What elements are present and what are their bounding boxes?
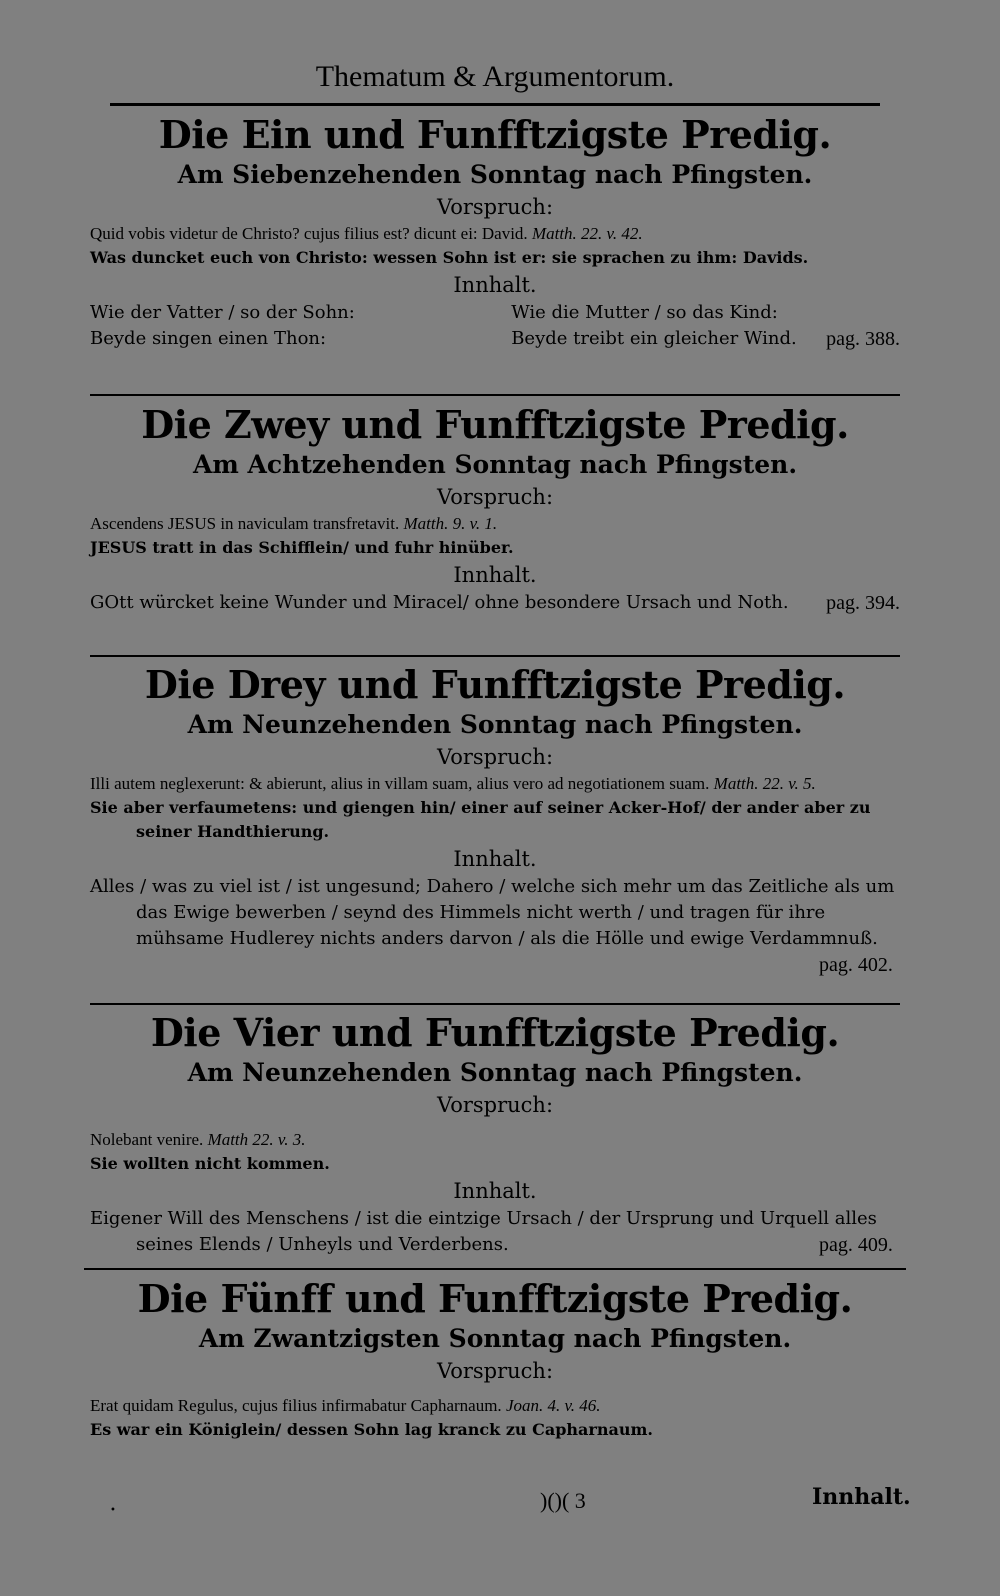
inhalt-label: Innhalt. (453, 563, 537, 587)
german-verse: Sie aber verfaumetens: und giengen hin/ einer auf seiner Acker-Hof/ der ander aber zu seiner Handthierung. (90, 798, 871, 841)
running-title: Thematum & Argumentorum. (315, 60, 675, 93)
section-rule (90, 655, 900, 657)
latin-text: Nolebant venire. (90, 1130, 204, 1149)
sermon-title: Die Vier und Funfftzigste Predig. (150, 1010, 840, 1055)
sermon-52 (90, 402, 900, 616)
latin-reference: Matth. 22. v. 42. (531, 224, 643, 243)
catchword: Innhalt. (812, 1484, 911, 1510)
page-reference: pag. 388. (826, 328, 900, 350)
latin-reference: Matth 22. v. 3. (207, 1130, 306, 1149)
inhalt-line: Wie der Vatter / so der Sohn: (90, 302, 355, 323)
inhalt-col-left (90, 300, 479, 352)
latin-verse (90, 1128, 900, 1152)
vorspruch-label: Vorspruch: (436, 745, 554, 769)
sermon-title: Die Zwey und Funfftzigste Predig. (141, 402, 849, 447)
vorspruch-label: Vorspruch: (436, 195, 554, 219)
latin-reference: Joan. 4. v. 46. (505, 1396, 601, 1415)
inhalt-line: Wie die Mutter / so das Kind: (511, 302, 778, 323)
section-rule (90, 1003, 900, 1005)
german-verse: Sie wollten nicht kommen. (90, 1154, 330, 1173)
sermon-title: Die Fünff und Funfftzigste Predig. (137, 1276, 853, 1321)
header-rule (110, 103, 880, 106)
sermon-51 (90, 112, 900, 352)
latin-verse (90, 1394, 900, 1418)
inhalt-label: Innhalt. (453, 847, 537, 871)
sermon-subtitle: Am Achtzehenden Sonntag nach Pfingsten. (192, 450, 798, 479)
german-verse: JESUS tratt in das Schifflein/ und fuhr hinüber. (90, 538, 514, 557)
inhalt-line: Beyde treibt ein gleicher Wind. (511, 328, 797, 349)
sermon-subtitle: Am Zwantzigsten Sonntag nach Pfingsten. (198, 1324, 792, 1353)
inhalt-verse (90, 300, 900, 352)
sermon-subtitle: Am Siebenzehenden Sonntag nach Pfingsten. (177, 160, 813, 189)
german-verse: Es war ein Königlein/ dessen Sohn lag kranck zu Capharnaum. (90, 1420, 653, 1439)
latin-reference: Matth. 22. v. 5. (713, 774, 816, 793)
section-rule (84, 1268, 906, 1270)
sermon-title: Die Ein und Funfftzigste Predig. (158, 112, 832, 157)
german-verse: Was duncket euch von Christo: wessen Sohn ist er: sie sprachen zu ihm: Davids. (90, 248, 809, 267)
inhalt-text (90, 590, 900, 616)
latin-text: Ascendens JESUS in naviculam transfretavit. (90, 514, 400, 533)
sermon-subtitle: Am Neunzehenden Sonntag nach Pfingsten. (187, 1058, 803, 1087)
inhalt-text (90, 874, 900, 976)
inhalt-body: Alles / was zu viel ist / ist ungesund; Dahero / welche sich mehr um das Zeitliche als um das Ewige bewerben / seynd des Himmels nicht werth / und tragen für ihre mühsame Hudlerey nichts anders darvon / als die Hölle und ewige Verdammnuß. (90, 876, 895, 949)
inhalt-line: Beyde singen einen Thon: (90, 328, 327, 349)
inhalt-line-with-page (511, 326, 900, 352)
page-reference: pag. 402. (819, 954, 893, 976)
page-reference: pag. 394. (826, 592, 900, 614)
vorspruch-label: Vorspruch: (436, 485, 554, 509)
inhalt-body: Eigener Will des Menschens / ist die eintzige Ursach / der Ursprung und Urquell alles seines Elends / Unheyls und Verderbens. (90, 1208, 877, 1255)
latin-verse (90, 772, 900, 796)
sermon-53 (90, 662, 900, 978)
ink-dot: • (110, 1505, 116, 1516)
signature-mark: )()( 3 (540, 1488, 586, 1513)
inhalt-col-right (511, 300, 900, 352)
latin-text: Erat quidam Regulus, cujus filius infirmabatur Capharnaum. (90, 1396, 502, 1415)
inhalt-body: GOtt würcket keine Wunder und Miracel/ ohne besondere Ursach und Noth. (90, 592, 789, 613)
inhalt-label: Innhalt. (453, 273, 537, 297)
inhalt-text (90, 1206, 900, 1258)
latin-reference: Matth. 9. v. 1. (403, 514, 498, 533)
sermon-subtitle: Am Neunzehenden Sonntag nach Pfingsten. (187, 710, 803, 739)
vorspruch-label: Vorspruch: (436, 1093, 554, 1117)
sermon-title: Die Drey und Funfftzigste Predig. (144, 662, 846, 707)
section-rule (90, 394, 900, 396)
sermon-54 (90, 1010, 900, 1258)
page-reference: pag. 409. (819, 1234, 893, 1256)
latin-verse (90, 222, 900, 246)
latin-text: Illi autem neglexerunt: & abierunt, alius in villam suam, alius vero ad negotiationem suam. (90, 774, 710, 793)
latin-text: Quid vobis videtur de Christo? cujus filius est? dicunt ei: David. (90, 224, 528, 243)
inhalt-label: Innhalt. (453, 1179, 537, 1203)
vorspruch-label: Vorspruch: (436, 1359, 554, 1383)
latin-verse (90, 512, 900, 536)
sermon-55 (90, 1276, 900, 1442)
